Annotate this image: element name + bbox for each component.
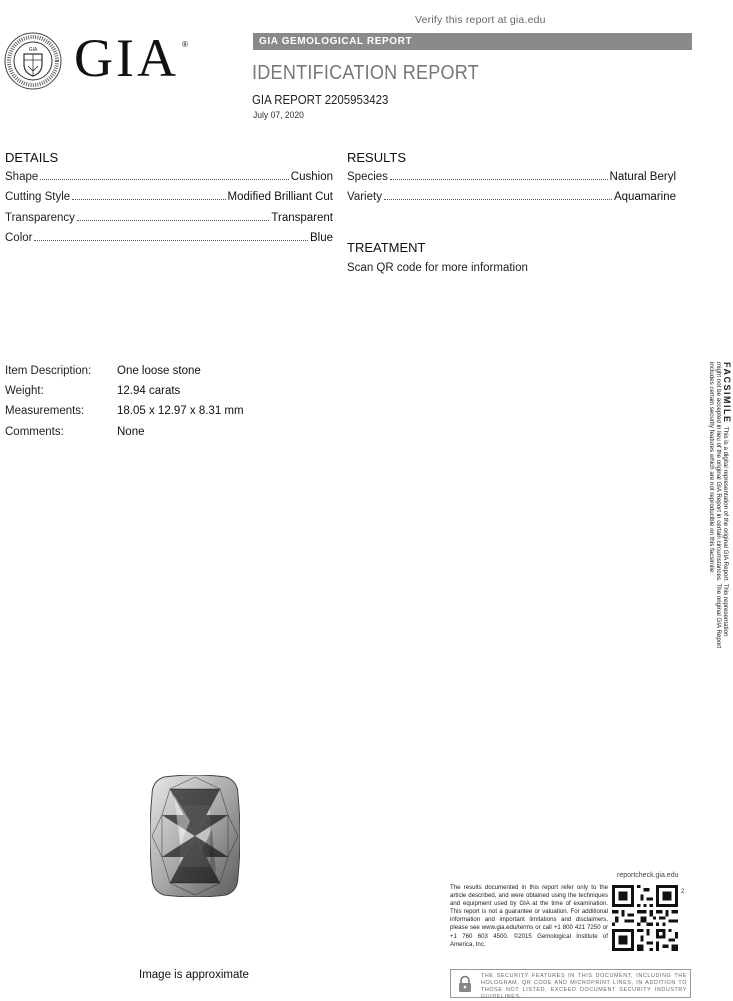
treatment-text: Scan QR code for more information [347,262,528,274]
gia-logo [4,28,188,90]
result-value: Aquamarine [613,191,676,203]
leader-dots [72,199,225,200]
security-features-box [450,969,691,998]
detail-label: Transparency [5,212,75,224]
registered-mark: ® [182,40,188,49]
svg-text:GIA: GIA [28,47,38,53]
gia-seal-icon [4,32,62,90]
leader-dots [384,199,612,200]
treatment-heading: TREATMENT [347,240,426,255]
reportcheck-url[interactable]: reportcheck.gia.edu [617,872,679,879]
results-heading: RESULTS [347,150,406,165]
detail-value: Cushion [290,171,333,183]
image-caption: Image is approximate [139,969,249,981]
leader-dots [40,179,289,180]
report-date: July 07, 2020 [253,110,304,121]
detail-row-shape [5,171,333,183]
lock-icon [456,975,474,993]
detail-label: Shape [5,171,39,183]
detail-row-cutting-style [5,191,333,203]
weight-label: Weight: [5,385,44,397]
gia-logo-text: GIA [74,28,179,88]
detail-row-transparency [5,212,333,224]
qr-note: 2 [681,889,685,895]
report-title: IDENTIFICATION REPORT [252,62,480,84]
qr-code-icon[interactable] [612,885,678,951]
result-label: Variety [347,191,382,203]
report-banner: GIA GEMOLOGICAL REPORT [253,33,692,50]
comments-value: None [117,426,145,438]
report-number: GIA REPORT 2205953423 [252,92,389,107]
detail-value: Blue [309,232,333,244]
item-description-value: One loose stone [117,365,201,377]
detail-label: Color [5,232,33,244]
result-value: Natural Beryl [609,171,676,183]
leader-dots [390,179,608,180]
result-row-variety [347,191,676,203]
detail-value: Transparent [271,212,333,224]
security-text: THE SECURITY FEATURES IN THIS DOCUMENT, INCLUDING THE HOLOGRAM, QR CODE AND MICROPRINT LINES, IN ADDITION TO THOSE NOT LISTED, EXCEED DOCUMENT SECURITY INDUSTRY GUIDELINES. [481,973,687,1000]
gem-image [150,775,240,897]
detail-row-color [5,232,333,244]
detail-label: Cutting Style [5,191,71,203]
item-description-label: Item Description: [5,365,92,377]
result-label: Species [347,171,388,183]
leader-dots [34,240,307,241]
result-row-species [347,171,676,183]
facsimile-text: This is a digital representation of the original GIA Report. This representation might not be accepted in lieu of the original GIA Report in certain circumstances. The original GIA Report includes certain security features which are not reproducible on this facsimile. [707,362,729,649]
comments-label: Comments: [5,426,64,438]
facsimile-note [690,362,730,652]
measurements-label: Measurements: [5,405,85,417]
weight-value: 12.94 carats [117,385,181,397]
leader-dots [77,220,270,221]
disclaimer-text: The results documented in this report refer only to the article described, and were obtained using the techniques and equipment used by GIA at the time of examination. This report is not a guarantee or valuation. For additional information and important limitations and disclaimers, please see www.gia.edu/terms or call +1 800 421 7250 or +1 760 603 4500. ©2015 Gemological Institute of America, Inc. [450,884,608,948]
measurements-value: 18.05 x 12.97 x 8.31 mm [117,405,244,417]
facsimile-heading: FACSIMILE [722,362,732,424]
verify-text: Verify this report at gia.edu [415,14,546,26]
details-heading: DETAILS [5,150,59,165]
detail-value: Modified Brilliant Cut [227,191,333,203]
